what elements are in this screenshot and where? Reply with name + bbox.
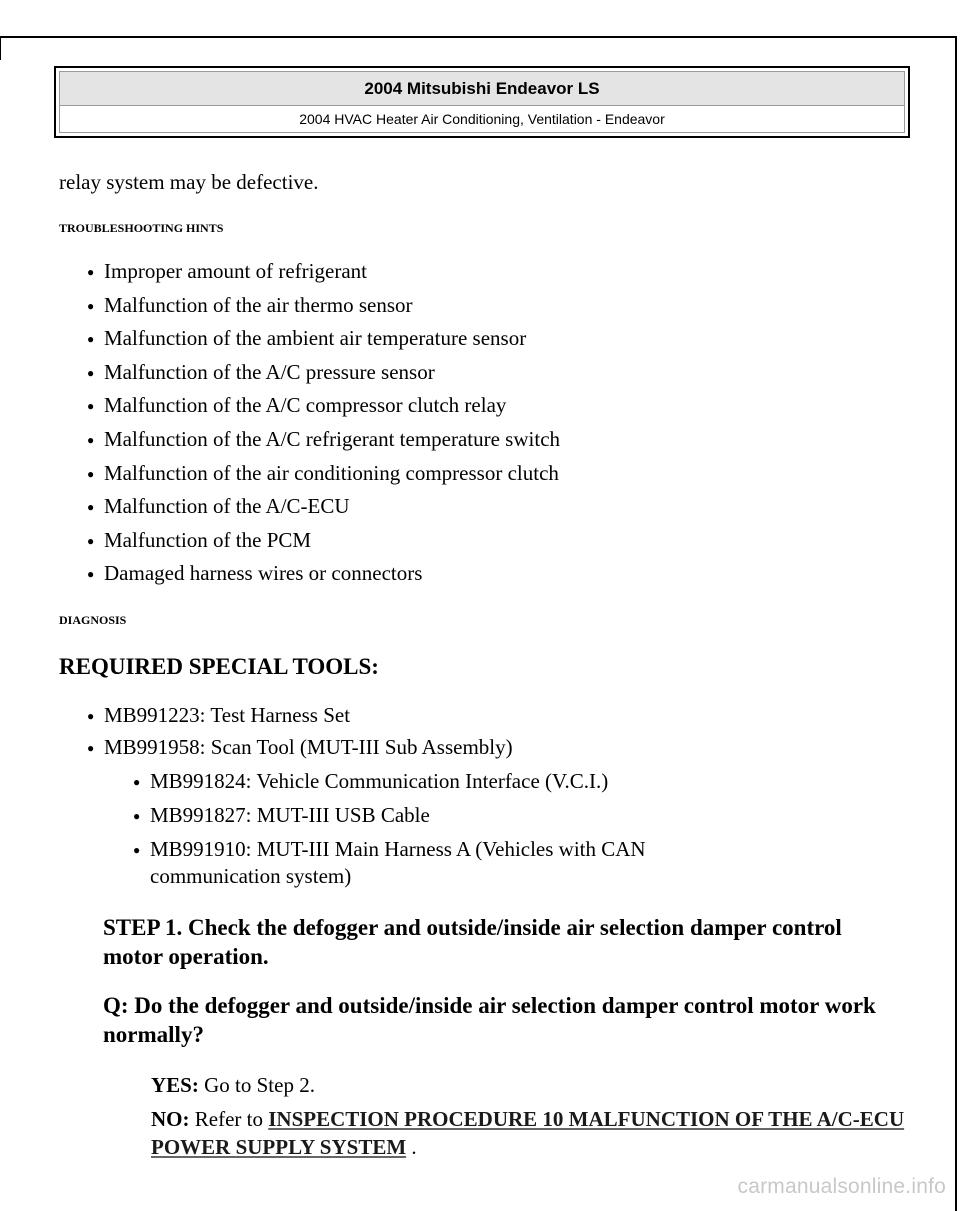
list-item: ● Malfunction of the air conditioning compressor clutch: [104, 460, 560, 487]
tools-list: [59, 702, 513, 766]
vehicle-title: 2004 Mitsubishi Endeavor LS: [60, 72, 904, 106]
bullet-icon: ●: [87, 533, 95, 548]
bullet-icon: ●: [87, 709, 95, 723]
bullet-icon: ●: [87, 265, 95, 279]
list-item: ● Malfunction of the A/C compressor clutch relay: [104, 392, 560, 419]
bullet-icon: ●: [87, 567, 95, 582]
list-item: ● Damaged harness wires or connectors: [104, 560, 560, 587]
bullet-icon: ●: [87, 365, 95, 380]
list-item: ● Malfunction of the A/C-ECU: [104, 493, 560, 520]
list-item: ● Malfunction of the ambient air temperature sensor: [104, 325, 560, 352]
tools-heading: REQUIRED SPECIAL TOOLS:: [59, 654, 379, 679]
bullet-icon: ●: [87, 741, 95, 755]
diagnosis-heading: DIAGNOSIS: [59, 613, 127, 627]
subtools-list: [59, 768, 890, 897]
troubleshooting-heading: TROUBLESHOOTING HINTS: [59, 221, 224, 235]
section-subtitle: 2004 HVAC Heater Air Conditioning, Ventilation - Endeavor: [299, 111, 665, 127]
list-item: ● Malfunction of the PCM: [104, 527, 560, 554]
list-item: ● MB991824: Vehicle Communication Interface (V.C.I.): [150, 768, 890, 795]
bullet-icon: ●: [87, 432, 95, 447]
no-end: .: [406, 1135, 417, 1159]
watermark: carmanualsonline.info: [737, 1175, 946, 1198]
bullet-icon: ●: [133, 809, 141, 823]
inspection-procedure-10-link[interactable]: INSPECTION PROCEDURE 10 MALFUNCTION OF THE A/C-ECU POWER SUPPLY SYSTEM: [151, 1107, 905, 1159]
bullet-icon: ●: [87, 332, 95, 347]
list-item: ● Malfunction of the A/C pressure sensor: [104, 359, 560, 386]
list-item: ● Malfunction of the air thermo sensor: [104, 292, 560, 319]
troubleshooting-list: [59, 258, 560, 594]
yes-text: Go to Step 2.: [198, 1073, 315, 1097]
list-item: ● Improper amount of refrigerant: [104, 258, 560, 285]
yes-answer: [59, 1071, 911, 1099]
list-item: ● MB991958: Scan Tool (MUT-III Sub Assembly): [104, 734, 513, 761]
document-header: [54, 66, 910, 138]
no-answer: [59, 1105, 951, 1161]
step-1-title: STEP 1. Check the defogger and outside/inside air selection damper control motor operation.: [103, 915, 842, 969]
list-item: ● MB991910: MUT-III Main Harness A (Vehicles with CAN communication system): [133, 837, 646, 888]
yes-label: YES:: [151, 1073, 199, 1097]
bullet-icon: ●: [87, 298, 95, 313]
bullet-icon: ●: [87, 399, 95, 414]
document-header-inner: [59, 71, 905, 133]
list-item: ● Malfunction of the A/C refrigerant temperature switch: [104, 426, 560, 453]
bullet-icon: ●: [133, 775, 141, 789]
bullet-icon: ●: [87, 500, 95, 515]
intro-text: relay system may be defective.: [59, 170, 319, 194]
step-1-question: Q: Do the defogger and outside/inside air selection damper control motor work normally?: [103, 993, 876, 1047]
no-text: Refer to: [189, 1107, 269, 1131]
bullet-icon: ●: [133, 843, 141, 857]
no-label: NO:: [151, 1107, 190, 1131]
list-item: ● MB991827: MUT-III USB Cable: [150, 802, 890, 829]
bullet-icon: ●: [87, 466, 95, 481]
list-item: ● MB991223: Test Harness Set: [104, 702, 513, 729]
